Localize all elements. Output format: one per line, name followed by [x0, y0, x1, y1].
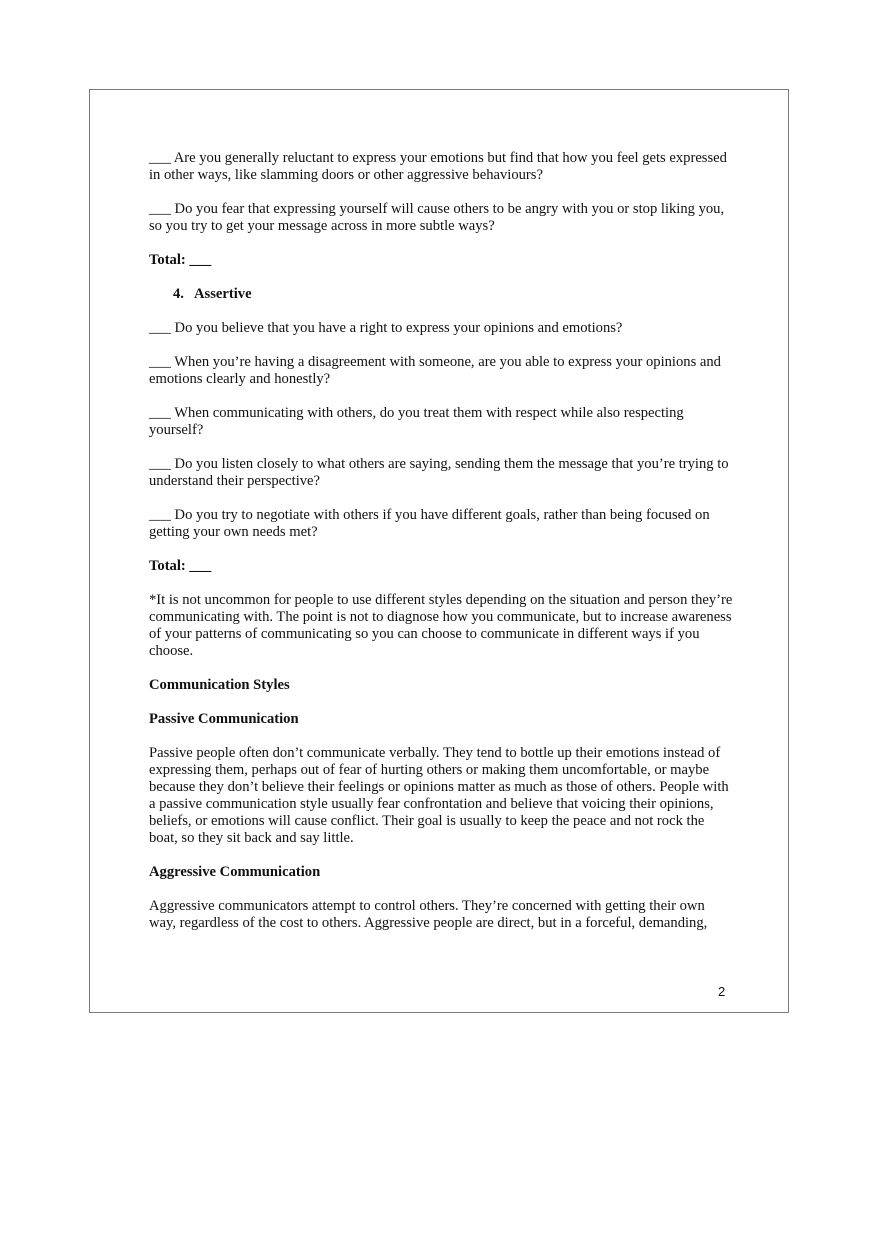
total-passive-aggressive: Total: ___	[149, 252, 212, 268]
question-assertive-1: ___ Do you believe that you have a right to express your opinions and emotions?	[149, 320, 623, 336]
note-paragraph: *It is not uncommon for people to use different styles depending on the situation and person they’re communicating with. The point is not to diagnose how you communicate, but to increase awareness of your patterns of communicating so you can choose to communicate in different ways if you choose.	[149, 592, 733, 659]
section-number: 4.	[173, 286, 184, 302]
document-body	[149, 150, 734, 949]
aggressive-description: Aggressive communicators attempt to control others. They’re concerned with getting their own way, regardless of the cost to others. Aggressive people are direct, but in a forceful, demanding,	[149, 898, 708, 931]
section-title: Assertive	[194, 286, 252, 302]
question-assertive-2: ___ When you’re having a disagreement with someone, are you able to express your opinions and emotions clearly and honestly?	[149, 354, 721, 387]
heading-passive-communication: Passive Communication	[149, 711, 299, 727]
question-fear-expressing: ___ Do you fear that expressing yourself will cause others to be angry with you or stop liking you, so you try to get your message across in more subtle ways?	[149, 201, 725, 234]
heading-communication-styles: Communication Styles	[149, 677, 290, 693]
section-heading-assertive	[149, 286, 734, 303]
total-assertive: Total: ___	[149, 558, 212, 574]
passive-description: Passive people often don’t communicate verbally. They tend to bottle up their emotions instead of expressing them, perhaps out of fear of hurting others or making them uncomfortable, or maybe because they don’t believe their feelings or opinions matter as much as those of others. People with a passive communication style usually fear confrontation and believe that voicing their opinions, beliefs, or emotions will cause conflict. Their goal is usually to keep the peace and not rock the boat, so they sit back and say little.	[149, 745, 729, 846]
question-reluctant-express: ___ Are you generally reluctant to express your emotions but find that how you feel gets expressed in other ways, like slamming doors or other aggressive behaviours?	[149, 150, 727, 183]
heading-aggressive-communication: Aggressive Communication	[149, 864, 321, 880]
question-assertive-4: ___ Do you listen closely to what others are saying, sending them the message that you’re trying to understand their perspective?	[149, 456, 729, 489]
question-assertive-5: ___ Do you try to negotiate with others if you have different goals, rather than being focused on getting your own needs met?	[149, 507, 710, 540]
question-assertive-3: ___ When communicating with others, do you treat them with respect while also respecting yourself?	[149, 405, 684, 438]
page-number: 2	[718, 984, 726, 999]
